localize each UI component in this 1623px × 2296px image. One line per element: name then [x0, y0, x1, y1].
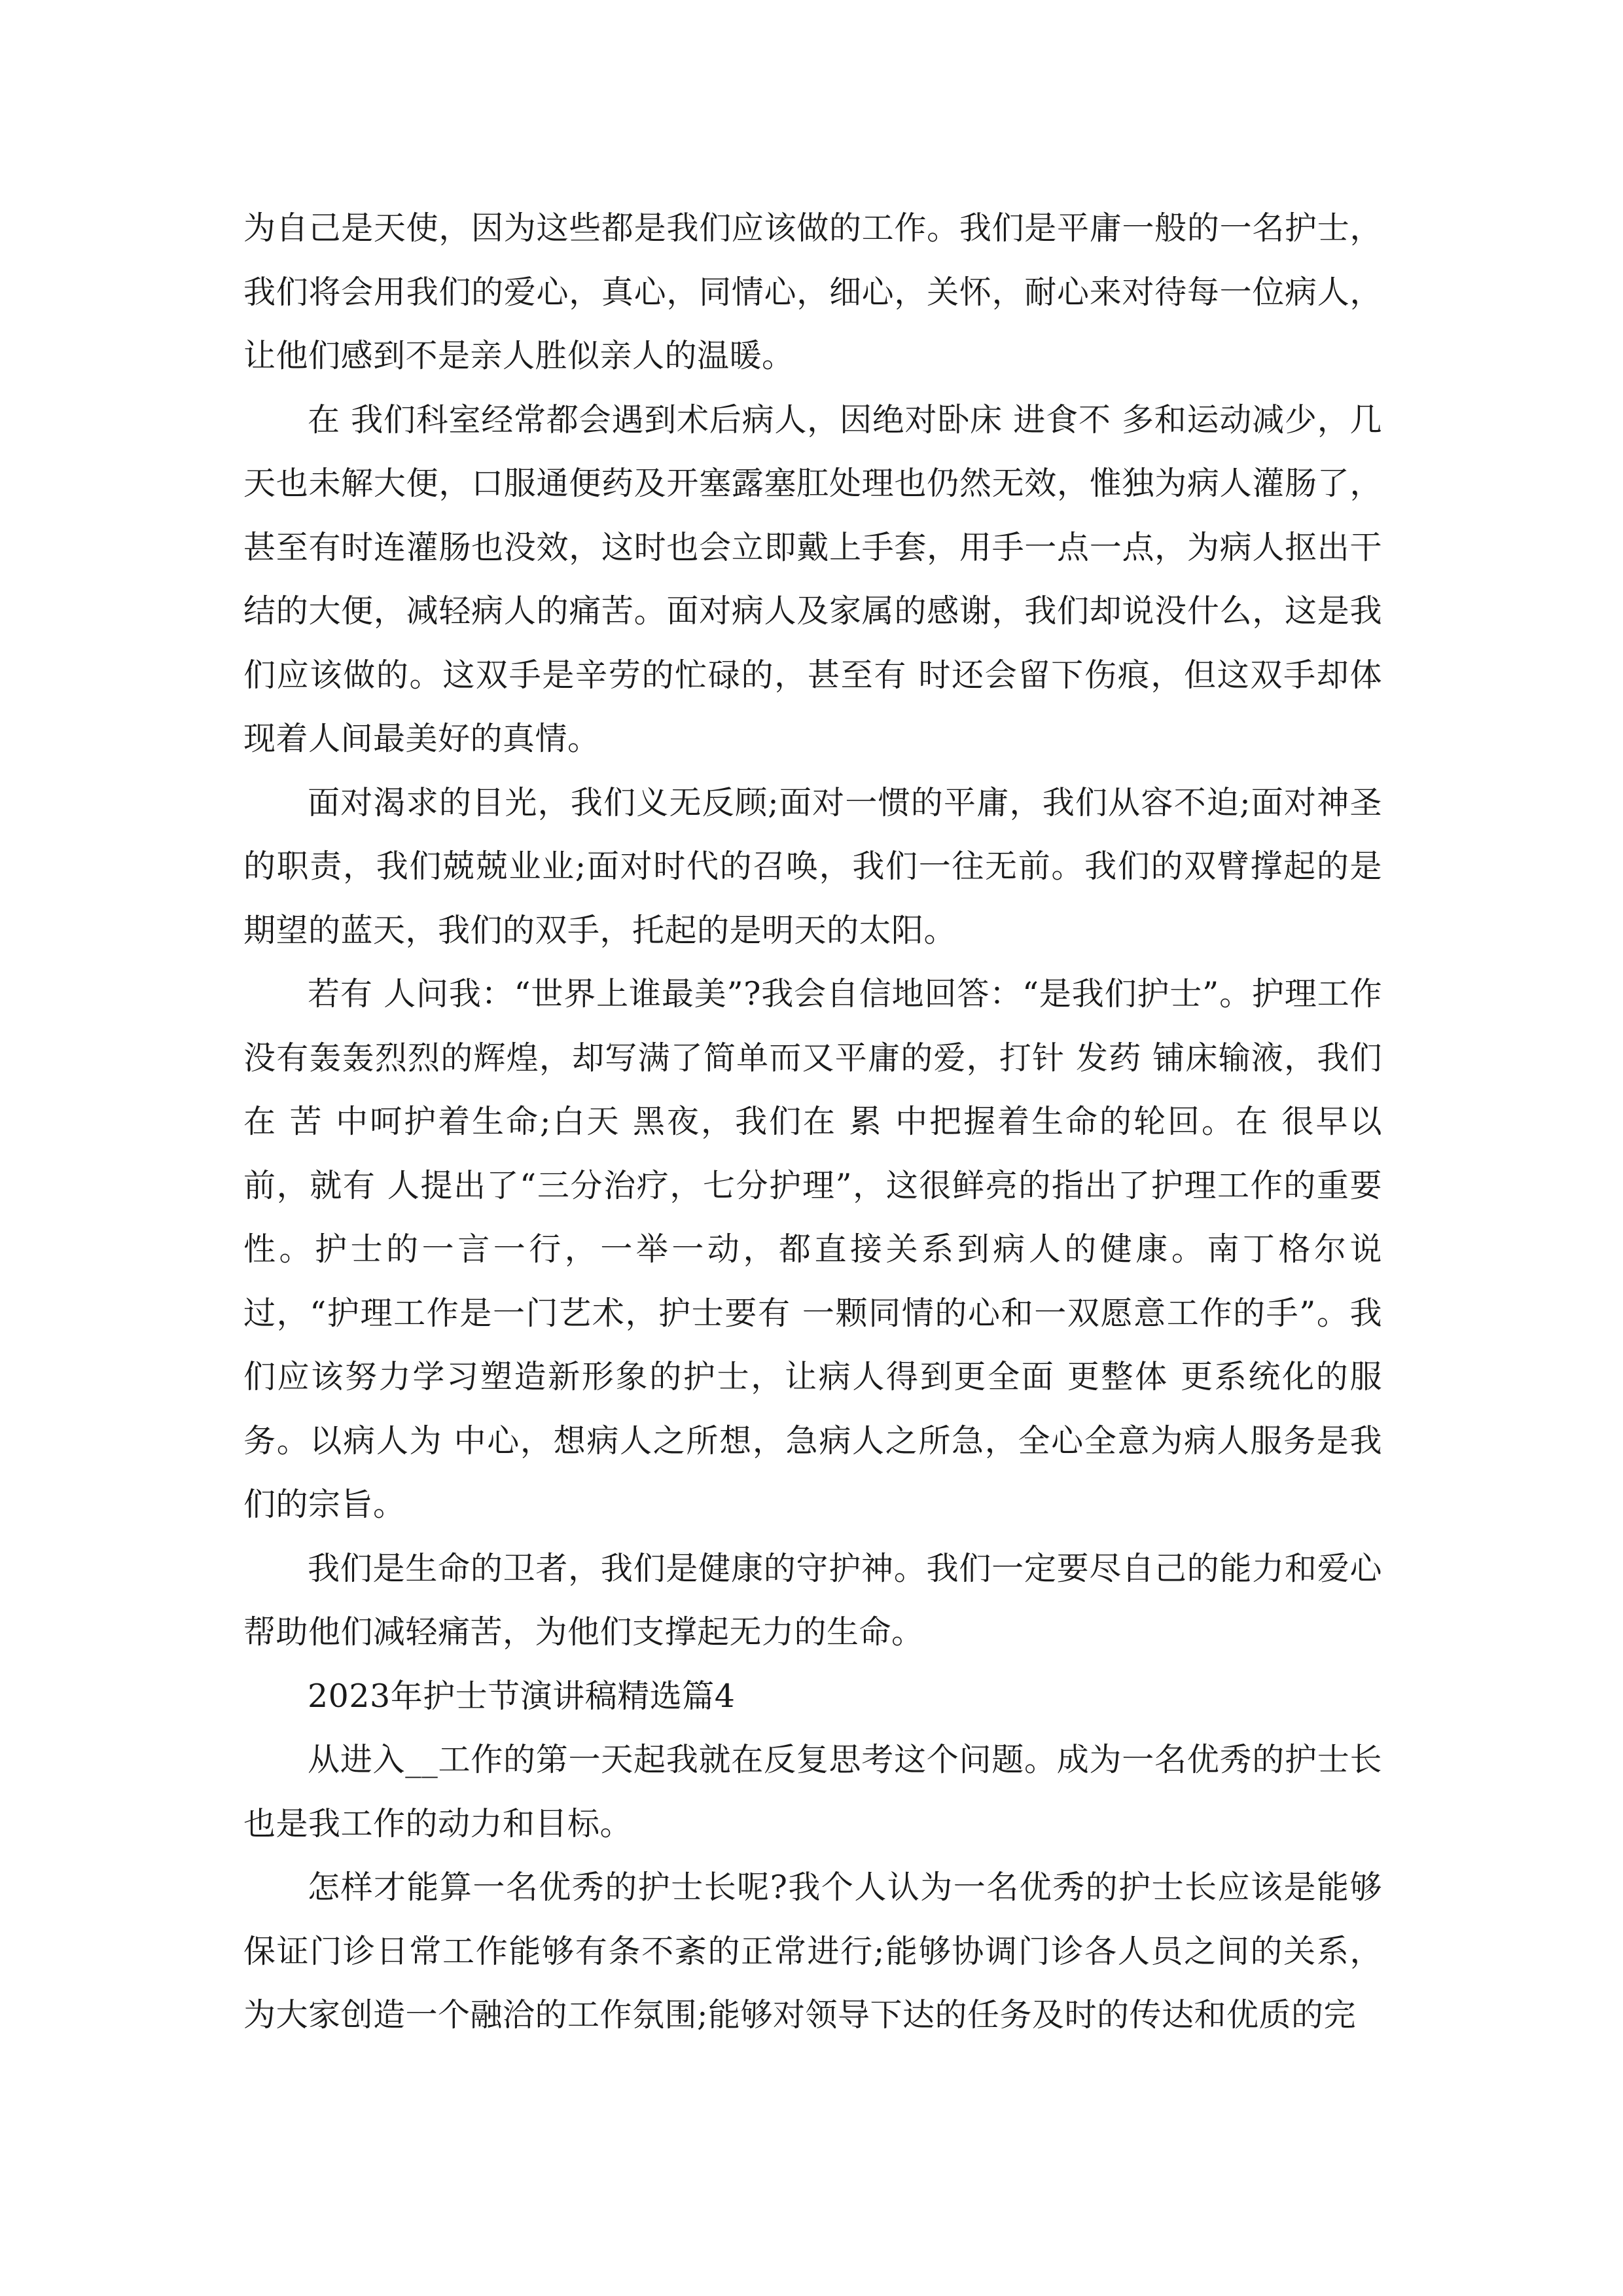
paragraph-2: 在 我们科室经常都会遇到术后病人，因绝对卧床 进食不 多和运动减少，几天也未解大便，口服通便药及开塞露塞肛处理也仍然无效，惟独为病人灌肠了，甚至有时连灌肠也没效，这时也会立即戴上手套，用手一点一点，为病人抠出干结的大便，减轻病人的痛苦。面对病人及家属的感谢，我们却说没什么，这是我们应该做的。这双手是辛劳的忙碌的，甚至有 时还会留下伤痕，但这双手却体现着人间最美好的真情。 — [243, 401, 1382, 757]
document-body — [243, 196, 1382, 2047]
paragraph-4: 若有 人问我：“世界上谁最美”?我会自信地回答：“是我们护士”。护理工作没有轰轰烈烈的辉煌，却写满了简单而又平庸的爱，打针 发药 铺床输液，我们在 苦 中呵护着生命;白天 黑夜，我们在 累 中把握着生命的轮回。在 很早以前，就有 人提出了“三分治疗，七分护理”，这很鲜亮的指出了护理工作的重要性。护士的一言一行，一举一动，都直接关系到病人的健康。南丁格尔说过，“护理工作是一门艺术，护士要有 一颗同情的心和一双愿意工作的手”。我们应该努力学习塑造新形象的护士，让病人得到更全面 更整体 更系统化的服务。以病人为 中心，想病人之所想，急病人之所急，全心全意为病人服务是我们的宗旨。 — [243, 975, 1382, 1523]
paragraph-5: 我们是生命的卫者，我们是健康的守护神。我们一定要尽自己的能力和爱心帮助他们减轻痛苦，为他们支撑起无力的生命。 — [243, 1549, 1382, 1651]
paragraph-7: 从进入__工作的第一天起我就在反复思考这个问题。成为一名优秀的护士长也是我工作的动力和目标。 — [243, 1741, 1382, 1842]
paragraph-8: 怎样才能算一名优秀的护士长呢?我个人认为一名优秀的护士长应该是能够保证门诊日常工作能够有条不紊的正常进行;能够协调门诊各人员之间的关系，为大家创造一个融洽的工作氛围;能够对领导下达的任务及时的传达和优质的完 — [243, 1869, 1382, 2034]
paragraph-3: 面对渴求的目光，我们义无反顾;面对一惯的平庸，我们从容不迫;面对神圣的职责，我们兢兢业业;面对时代的召唤，我们一往无前。我们的双臂撑起的是期望的蓝天，我们的双手，托起的是明天的太阳。 — [243, 783, 1382, 949]
section-heading: 2023年护士节演讲稿精选篇4 — [308, 1677, 736, 1715]
paragraph-1: 为自己是天使，因为这些都是我们应该做的工作。我们是平庸一般的一名护士，我们将会用我们的爱心，真心，同情心，细心，关怀，耐心来对待每一位病人，让他们感到不是亲人胜似亲人的温暖。 — [243, 209, 1382, 374]
